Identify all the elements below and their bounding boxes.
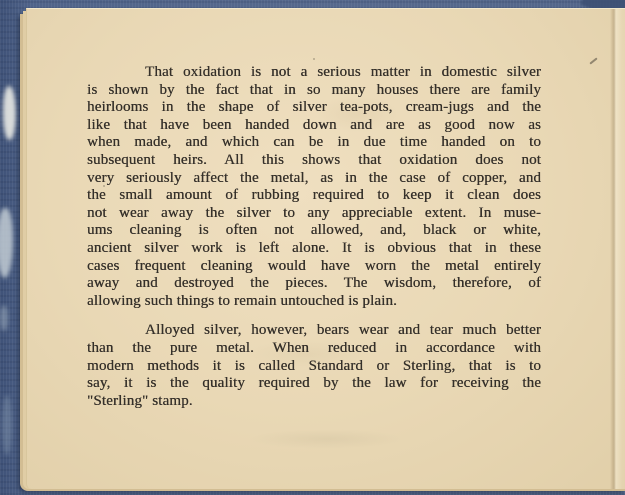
text-line: say, it is the quality required by the law for receiving the [87,375,541,392]
cloth-fray-patch [3,86,16,140]
paragraph-2 [87,322,541,410]
text-line: subsequent heirs. All this shows that oxidation does not [87,151,541,168]
text-line: Alloyed silver, however, bears wear and tear much better [145,322,541,339]
text-line: when made, and which can be in due time handed on to [87,134,541,151]
book-page [26,8,625,489]
page-text [87,64,541,410]
page-crease [610,9,625,489]
text-line: like that have been handed down and are as good now as [87,116,541,133]
text-line: ums cleaning is often not allowed, and, black or white, [87,222,541,239]
text-line: cases frequent cleaning would have worn the metal entirely [87,257,541,274]
paper-scratch-mark [589,57,597,64]
text-line: That oxidation is not a serious matter in domestic silver [145,64,541,80]
text-line: is shown by the fact that in so many houses there are family [87,81,541,98]
text-line: than the pure metal. When reduced in accordance with [87,339,541,356]
text-line: "Sterling" stamp. [87,392,193,409]
text-line: away and destroyed the pieces. The wisdom, therefore, of [87,275,541,292]
cloth-fray-patch [0,208,13,278]
text-line: allowing such things to remain untouched is plain. [87,292,397,309]
cloth-fray-patch [0,305,8,331]
text-line: the small amount of rubbing required to keep it clean does [87,187,541,204]
text-line: not wear away the silver to any appreciable extent. In muse- [87,204,541,221]
text-line: ancient silver work is left alone. It is obvious that in these [87,239,541,256]
text-line: very seriously affect the metal, as in the case of copper, and [87,169,541,186]
cloth-fray-patch [2,395,12,455]
text-line: modern methods it is called Standard or Sterling, that is to [87,357,541,374]
paragraph-1 [87,64,541,310]
text-line: heirlooms in the shape of silver tea-pots, cream-jugs and the [87,99,541,116]
paper-speck [313,58,315,60]
